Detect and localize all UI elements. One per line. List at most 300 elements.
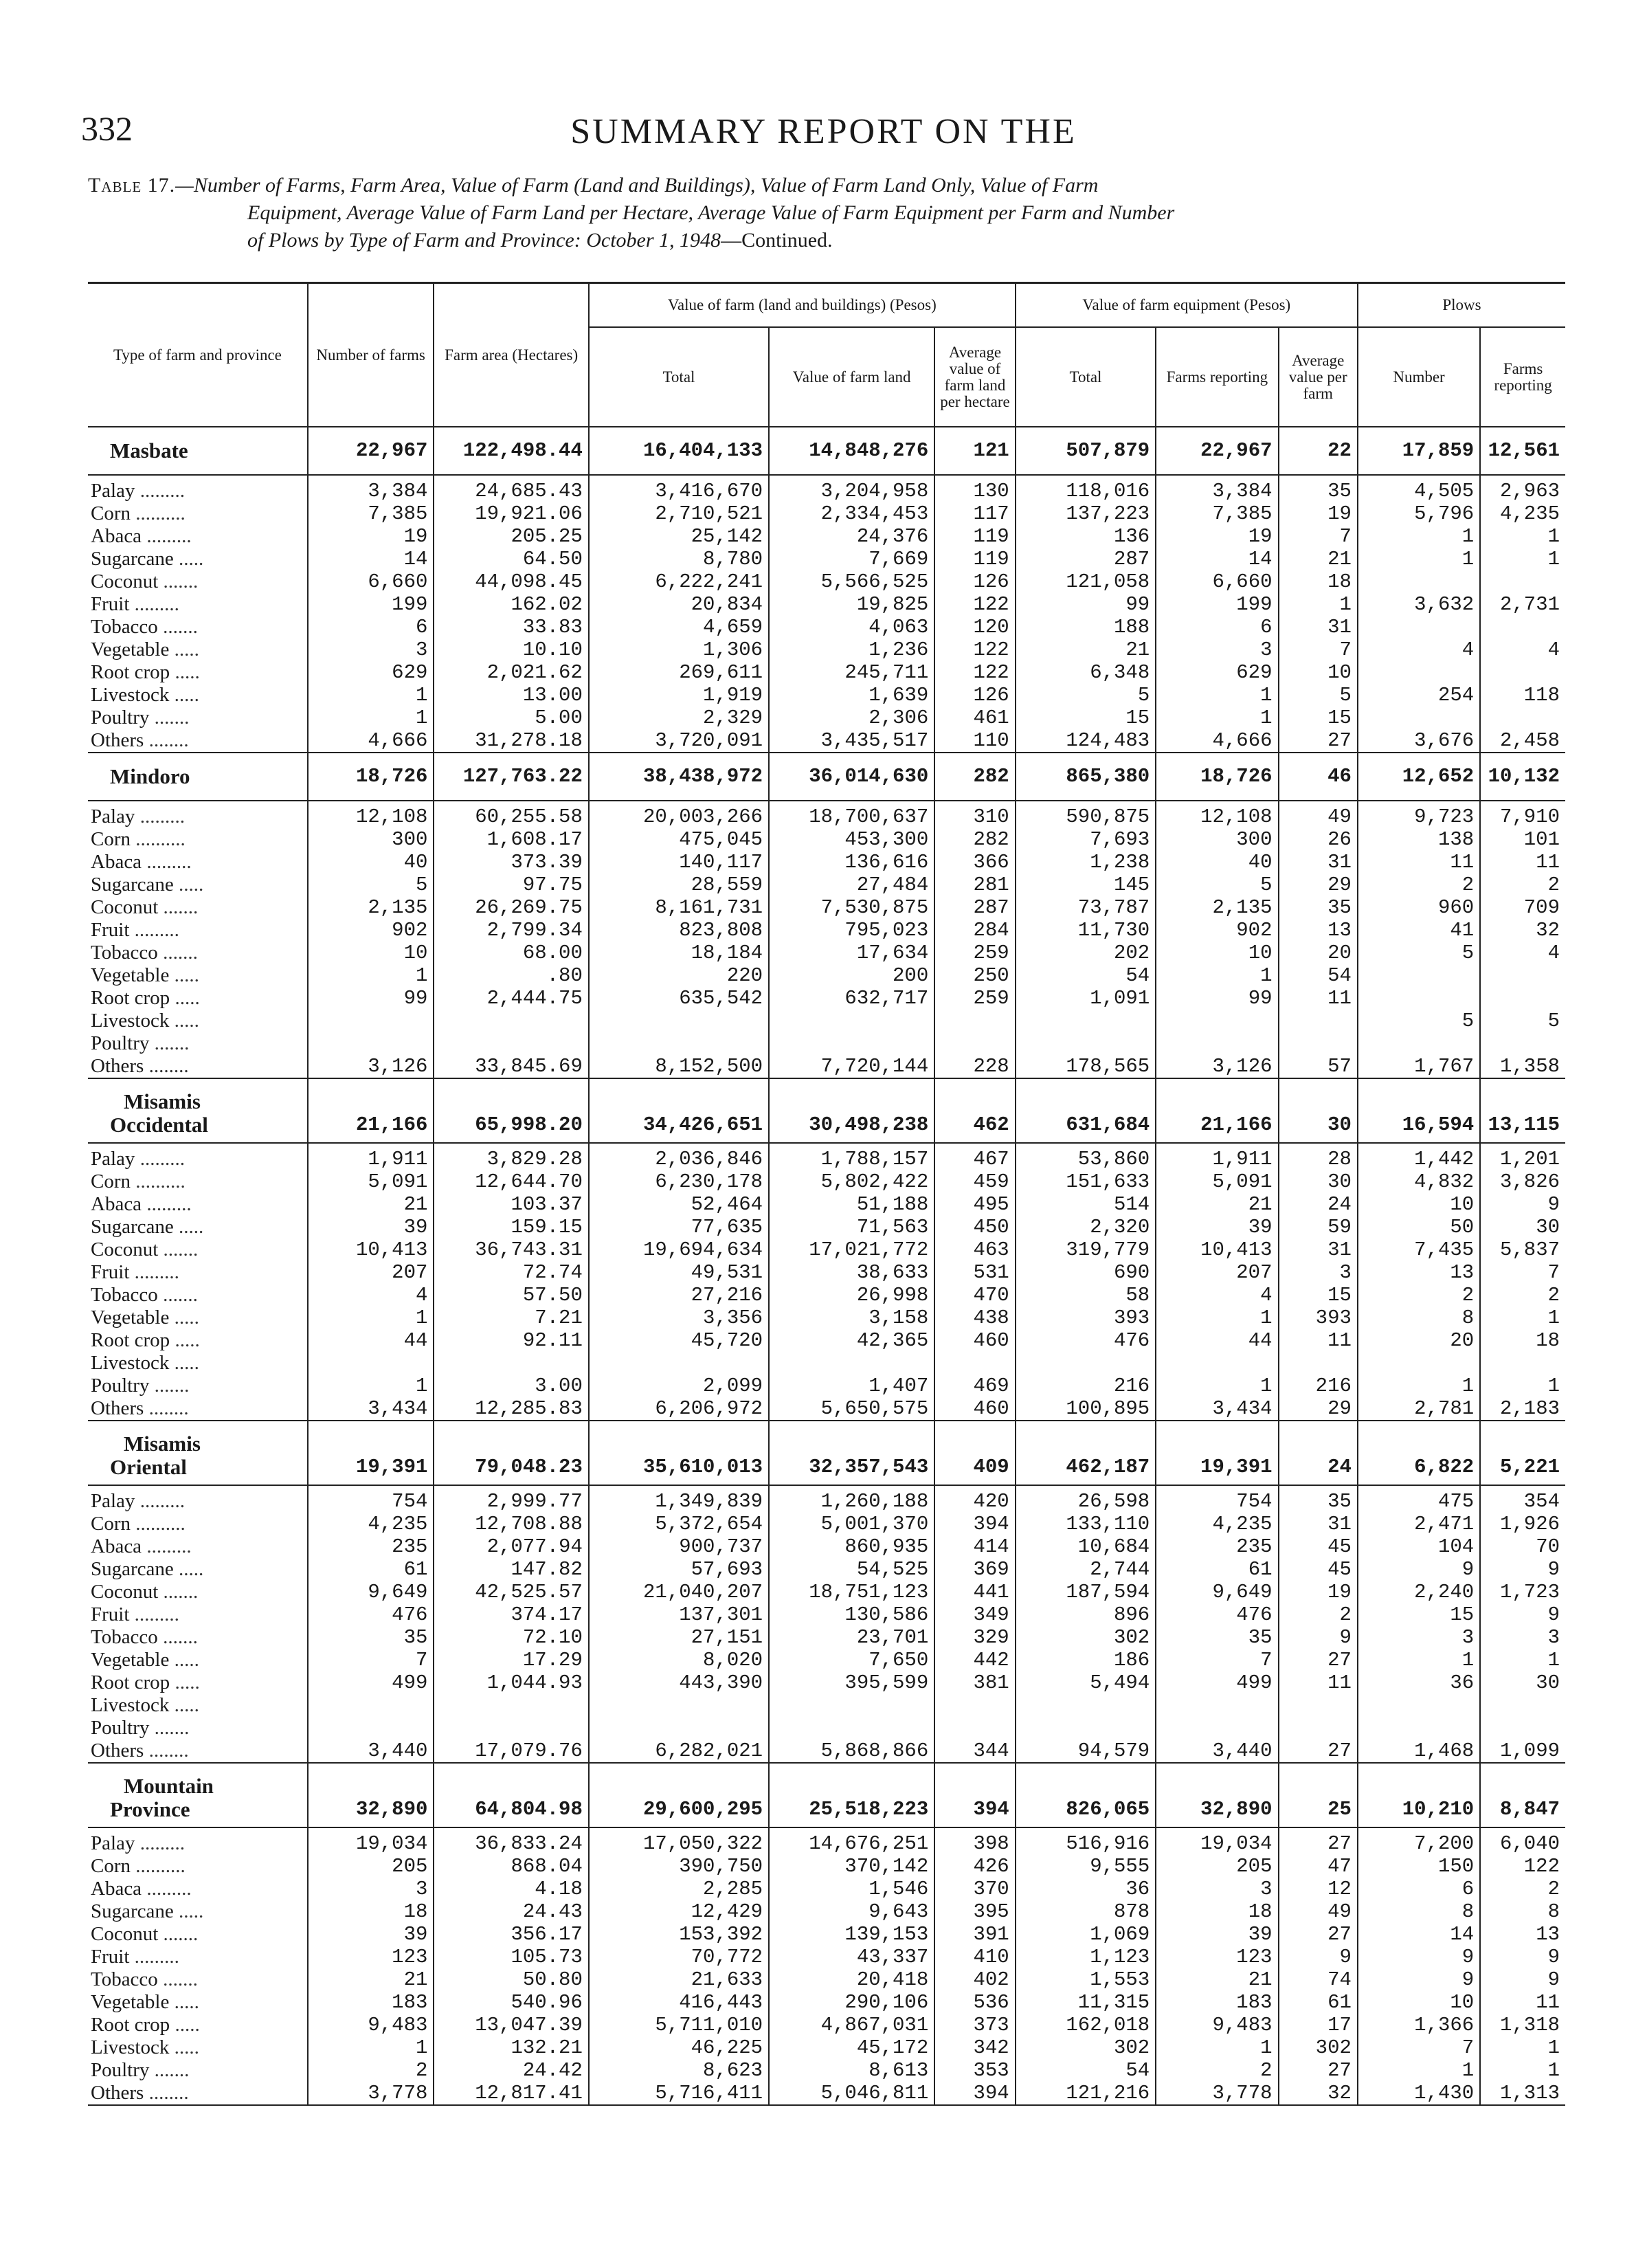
leader-dots: ..... [169, 1352, 199, 1374]
table-cell: 10 [1156, 942, 1278, 964]
table-cell: 49 [1279, 1900, 1358, 1923]
table-cell [1480, 707, 1565, 729]
table-cell: 31 [1279, 1513, 1358, 1535]
farm-type-label: Tobacco [91, 942, 158, 964]
table-cell [1480, 1032, 1565, 1055]
table-cell: 13 [1480, 1923, 1565, 1946]
table-cell: 27,216 [589, 1284, 769, 1307]
table-cell: 1 [1156, 2036, 1278, 2059]
table-cell: 121,216 [1016, 2082, 1156, 2105]
table-cell: 49,531 [589, 1261, 769, 1284]
farm-type-label: Coconut [91, 1581, 159, 1603]
leader-dots: ......... [142, 851, 192, 873]
table-cell: 7,385 [1156, 502, 1278, 525]
table-cell: 1,366 [1358, 2014, 1480, 2036]
leader-dots: ....... [158, 1581, 199, 1603]
table-cell [1358, 616, 1480, 638]
table-cell: 120 [934, 616, 1015, 638]
table-cell: 2,334,453 [769, 502, 934, 525]
table-cell: 24,376 [769, 525, 934, 548]
farm-type [88, 896, 308, 919]
table-cell: 8,780 [589, 548, 769, 570]
farm-type-label: Abaca [91, 525, 142, 547]
farm-type-label: Fruit [91, 1261, 130, 1283]
table-cell: 99 [1016, 593, 1156, 616]
table-cell: 2,471 [1358, 1513, 1480, 1535]
table-cell: 1,430 [1358, 2082, 1480, 2105]
table-cell [934, 1010, 1015, 1032]
farm-type-label: Sugarcane [91, 548, 174, 570]
table-cell: 24.42 [434, 2059, 588, 2082]
table-row [88, 661, 1565, 684]
table-row [88, 874, 1565, 896]
table-cell: 14,676,251 [769, 1827, 934, 1855]
farm-type-label: Fruit [91, 1603, 130, 1625]
farm-type [88, 1671, 308, 1694]
table-cell: 2,710,521 [589, 502, 769, 525]
table-row [88, 1032, 1565, 1055]
table-cell: 73,787 [1016, 896, 1156, 919]
table-cell: 97.75 [434, 874, 588, 896]
farm-type-label: Tobacco [91, 1968, 158, 1990]
table-cell: .80 [434, 964, 588, 987]
table-cell: 2,458 [1480, 729, 1565, 753]
table-cell: 29 [1279, 874, 1358, 896]
leader-dots: ..... [170, 661, 200, 683]
table-cell [769, 1694, 934, 1717]
table-cell: 12,817.41 [434, 2082, 588, 2105]
table-cell: 19 [1279, 1581, 1358, 1603]
table-cell: 9,483 [1156, 2014, 1278, 2036]
table-cell: 1 [308, 1375, 434, 1397]
table-cell: 9 [1358, 1946, 1480, 1968]
farm-type-label: Palay [91, 805, 135, 827]
table-cell: 374.17 [434, 1603, 588, 1626]
table-cell: 366 [934, 851, 1015, 874]
province-total-cell: 18,726 [1156, 753, 1278, 801]
farm-type [88, 1717, 308, 1739]
farm-type [88, 548, 308, 570]
header-average-value-per-farm: Average value per farm [1279, 327, 1358, 427]
table-cell: 1,201 [1480, 1143, 1565, 1170]
table-cell: 122 [934, 638, 1015, 661]
table-cell: 60,255.58 [434, 801, 588, 828]
table-cell: 394 [934, 1513, 1015, 1535]
table-cell: 1 [308, 2036, 434, 2059]
table-cell: 1,349,839 [589, 1485, 769, 1513]
header-total: Total [589, 327, 769, 427]
province-total-cell: 8,847 [1480, 1763, 1565, 1827]
farm-type [88, 1558, 308, 1581]
table-cell: 136 [1016, 525, 1156, 548]
farm-type [88, 1878, 308, 1900]
table-cell: 1 [1480, 1307, 1565, 1329]
table-cell: 4,235 [1480, 502, 1565, 525]
table-cell [1016, 1010, 1156, 1032]
province-name-line: Oriental [110, 1455, 187, 1479]
table-cell: 9,723 [1358, 801, 1480, 828]
table-row [88, 896, 1565, 919]
table-cell: 9 [1480, 1193, 1565, 1216]
table-cell: 1 [1156, 684, 1278, 707]
province-total-cell: 32,890 [1156, 1763, 1278, 1827]
table-cell [1279, 1010, 1358, 1032]
table-cell: 130,586 [769, 1603, 934, 1626]
table-cell: 10 [1358, 1193, 1480, 1216]
table-cell: 1,238 [1016, 851, 1156, 874]
table-cell: 61 [1156, 1558, 1278, 1581]
table-cell: 14 [308, 548, 434, 570]
table-row [88, 1397, 1565, 1421]
table-cell: 24 [1279, 1193, 1358, 1216]
table-cell: 1,044.93 [434, 1671, 588, 1694]
table-cell: 5,796 [1358, 502, 1480, 525]
table-cell: 310 [934, 801, 1015, 828]
farm-type-label: Poultry [91, 1717, 150, 1739]
table-cell: 35 [308, 1626, 434, 1649]
table-row [88, 475, 1565, 502]
province-total-cell: 16,594 [1358, 1078, 1480, 1143]
table-cell: 205 [1156, 1855, 1278, 1878]
leader-dots: ......... [129, 1261, 179, 1283]
table-cell: 2,021.62 [434, 661, 588, 684]
province-name [88, 1421, 308, 1485]
province-name [88, 1763, 308, 1827]
farm-type [88, 1352, 308, 1375]
farm-type [88, 1694, 308, 1717]
table-cell: 51,188 [769, 1193, 934, 1216]
table-cell: 216 [1016, 1375, 1156, 1397]
table-cell: 35 [1279, 1485, 1358, 1513]
table-cell: 709 [1480, 896, 1565, 919]
table-cell: 20,003,266 [589, 801, 769, 828]
farm-type-label: Vegetable [91, 638, 170, 660]
table-cell [769, 1010, 934, 1032]
farm-type [88, 1329, 308, 1352]
leader-dots: ..... [173, 1216, 204, 1238]
table-cell: 4 [1156, 1284, 1278, 1307]
table-cell: 18,184 [589, 942, 769, 964]
province-total-cell: 29,600,295 [589, 1763, 769, 1827]
table-cell: 2 [1156, 2059, 1278, 2082]
table-cell: 19 [1279, 502, 1358, 525]
table-cell: 216 [1279, 1375, 1358, 1397]
table-cell: 4,832 [1358, 1170, 1480, 1193]
table-cell: 8,161,731 [589, 896, 769, 919]
table-cell: 3,416,670 [589, 475, 769, 502]
table-cell: 26 [1279, 828, 1358, 851]
table-row [88, 1827, 1565, 1855]
table-cell: 4 [308, 1284, 434, 1307]
farm-type [88, 1284, 308, 1307]
table-cell: 150 [1358, 1855, 1480, 1878]
leader-dots: ......... [135, 1832, 185, 1854]
table-cell: 11 [1279, 1671, 1358, 1694]
leader-dots: ......... [129, 1603, 179, 1625]
table-row [88, 1284, 1565, 1307]
table-cell: 12,108 [1156, 801, 1278, 828]
province-total-cell: 17,859 [1358, 427, 1480, 475]
leader-dots: ........ [144, 1739, 189, 1761]
farm-type-label: Poultry [91, 1375, 150, 1397]
table-cell: 104 [1358, 1535, 1480, 1558]
leader-dots: ....... [157, 1968, 198, 1990]
farm-type [88, 1375, 308, 1397]
table-cell: 44,098.45 [434, 570, 588, 593]
table-cell: 7,720,144 [769, 1055, 934, 1078]
table-cell: 49 [1279, 801, 1358, 828]
farm-type-label: Coconut [91, 1923, 159, 1945]
table-cell: 441 [934, 1581, 1015, 1603]
table-cell: 442 [934, 1649, 1015, 1671]
table-row [88, 1143, 1565, 1170]
table-cell [434, 1032, 588, 1055]
table-cell: 463 [934, 1238, 1015, 1261]
table-cell: 207 [1156, 1261, 1278, 1284]
table-cell [1358, 964, 1480, 987]
table-cell: 3,676 [1358, 729, 1480, 753]
header-plows-number: Number [1358, 327, 1480, 427]
table-cell: 7.21 [434, 1307, 588, 1329]
table-cell: 3 [1156, 638, 1278, 661]
leader-dots: ....... [158, 570, 199, 592]
table-cell: 12 [1279, 1878, 1358, 1900]
farm-type [88, 1170, 308, 1193]
table-cell [589, 1717, 769, 1739]
table-cell: 8,613 [769, 2059, 934, 2082]
farm-type-label: Palay [91, 1148, 135, 1170]
table-cell: 35 [1279, 896, 1358, 919]
table-cell: 2,731 [1480, 593, 1565, 616]
table-cell: 5,837 [1480, 1238, 1565, 1261]
table-cell: 11 [1480, 1991, 1565, 2014]
province-total-cell: 12,561 [1480, 427, 1565, 475]
table-cell: 207 [308, 1261, 434, 1284]
table-cell: 21 [308, 1968, 434, 1991]
table-cell: 11 [1480, 851, 1565, 874]
table-cell: 9 [1480, 1946, 1565, 1968]
table-cell: 25,142 [589, 525, 769, 548]
table-row [88, 1878, 1565, 1900]
table-cell: 2,306 [769, 707, 934, 729]
province-total-cell: 12,652 [1358, 753, 1480, 801]
table-row [88, 1307, 1565, 1329]
table-row [88, 2059, 1565, 2082]
table-cell [1279, 1694, 1358, 1717]
farm-type-label: Palay [91, 480, 135, 502]
table-row [88, 1581, 1565, 1603]
province-total-row [88, 1763, 1565, 1827]
table-cell: 44 [308, 1329, 434, 1352]
table-row [88, 684, 1565, 707]
province-total-cell: 22,967 [308, 427, 434, 475]
table-cell: 3,384 [1156, 475, 1278, 502]
table-cell [934, 1352, 1015, 1375]
table-cell: 1,099 [1480, 1739, 1565, 1763]
table-cell: 21 [1156, 1968, 1278, 1991]
table-cell: 4,666 [1156, 729, 1278, 753]
leader-dots: ..... [169, 684, 199, 706]
table-cell: 40 [1156, 851, 1278, 874]
farm-type [88, 1238, 308, 1261]
table-cell: 426 [934, 1855, 1015, 1878]
province-name-line: Masbate [110, 438, 188, 463]
table-cell: 11 [1358, 851, 1480, 874]
table-cell: 1 [1480, 525, 1565, 548]
province-total-row [88, 753, 1565, 801]
table-cell: 52,464 [589, 1193, 769, 1216]
table-cell: 15 [1358, 1603, 1480, 1626]
table-cell: 178,565 [1016, 1055, 1156, 1078]
table-cell: 402 [934, 1968, 1015, 1991]
farm-type [88, 1923, 308, 1946]
leader-dots: ......... [135, 1490, 185, 1512]
table-cell: 420 [934, 1485, 1015, 1513]
table-cell: 105.73 [434, 1946, 588, 1968]
table-cell: 35 [1156, 1626, 1278, 1649]
table-cell: 3,126 [308, 1055, 434, 1078]
farm-type-label: Sugarcane [91, 1900, 174, 1922]
table-cell: 42,525.57 [434, 1581, 588, 1603]
province-total-cell: 16,404,133 [589, 427, 769, 475]
table-cell: 302 [1016, 1626, 1156, 1649]
table-cell: 438 [934, 1307, 1015, 1329]
province-total-cell: 121 [934, 427, 1015, 475]
table-cell: 8 [1480, 1900, 1565, 1923]
table-cell: 235 [308, 1535, 434, 1558]
table-row [88, 1193, 1565, 1216]
table-cell: 17,021,772 [769, 1238, 934, 1261]
table-cell: 39 [1156, 1216, 1278, 1238]
table-cell: 5,372,654 [589, 1513, 769, 1535]
table-row [88, 593, 1565, 616]
table-cell [1156, 1694, 1278, 1717]
table-cell: 6,282,021 [589, 1739, 769, 1763]
farm-type-label: Sugarcane [91, 874, 174, 896]
farm-type [88, 661, 308, 684]
farm-type [88, 828, 308, 851]
table-cell: 118 [1480, 684, 1565, 707]
table-cell: 467 [934, 1143, 1015, 1170]
farm-type [88, 2036, 308, 2059]
table-cell: 250 [934, 964, 1015, 987]
table-row [88, 1238, 1565, 1261]
table-row [88, 525, 1565, 548]
province-total-cell: 19,391 [1156, 1421, 1278, 1485]
province-total-cell: 22,967 [1156, 427, 1278, 475]
table-row [88, 1170, 1565, 1193]
table-cell: 2,329 [589, 707, 769, 729]
table-cell: 4 [1358, 638, 1480, 661]
header-equipment-total: Total [1016, 327, 1156, 427]
province-total-cell: 30 [1279, 1078, 1358, 1143]
farm-type [88, 1991, 308, 2014]
table-cell: 19,921.06 [434, 502, 588, 525]
table-cell: 460 [934, 1329, 1015, 1352]
table-cell: 27 [1279, 2059, 1358, 2082]
table-row [88, 828, 1565, 851]
table-cell: 27 [1279, 1827, 1358, 1855]
province-total-cell: 19,391 [308, 1421, 434, 1485]
table-row [88, 1855, 1565, 1878]
farm-type-label: Livestock [91, 2036, 170, 2058]
header-number-of-farms: Number of farms [308, 283, 434, 427]
table-cell: 19,034 [308, 1827, 434, 1855]
table-cell: 202 [1016, 942, 1156, 964]
table-cell: 35 [1279, 475, 1358, 502]
table-cell: 499 [308, 1671, 434, 1694]
farm-type [88, 1827, 308, 1855]
table-cell: 7,435 [1358, 1238, 1480, 1261]
table-cell: 31 [1279, 1238, 1358, 1261]
leader-dots: ....... [149, 1032, 190, 1054]
table-header [88, 283, 1565, 427]
table-cell: 1 [308, 707, 434, 729]
table-cell: 8 [1358, 1307, 1480, 1329]
table-cell: 133,110 [1016, 1513, 1156, 1535]
table-cell: 1,911 [1156, 1143, 1278, 1170]
table-cell: 17 [1279, 2014, 1358, 2036]
running-head: SUMMARY REPORT ON THE [570, 112, 1077, 151]
table-cell: 30 [1279, 1170, 1358, 1193]
leader-dots: ......... [135, 480, 185, 502]
table-cell: 99 [1156, 987, 1278, 1010]
table-cell: 960 [1358, 896, 1480, 919]
province-total-cell: 38,438,972 [589, 753, 769, 801]
header-farms-reporting: Farms reporting [1156, 327, 1278, 427]
table-cell: 39 [308, 1923, 434, 1946]
farm-type-label: Others [91, 1397, 144, 1419]
table-cell: 20 [1358, 1329, 1480, 1352]
table-cell: 1 [308, 684, 434, 707]
table-cell: 476 [308, 1603, 434, 1626]
farm-type-label: Others [91, 2082, 144, 2104]
province-total-cell: 865,380 [1016, 753, 1156, 801]
table-cell: 57 [1279, 1055, 1358, 1078]
table-cell: 19,034 [1156, 1827, 1278, 1855]
table-cell: 38,633 [769, 1261, 934, 1284]
farm-type [88, 964, 308, 987]
table-cell: 354 [1480, 1485, 1565, 1513]
table-cell: 319,779 [1016, 1238, 1156, 1261]
table-cell: 2 [1358, 1284, 1480, 1307]
table-cell [308, 1352, 434, 1375]
table-row [88, 1329, 1565, 1352]
table-cell: 443,390 [589, 1671, 769, 1694]
leader-dots: ......... [135, 805, 185, 827]
table-cell: 2 [1480, 1284, 1565, 1307]
table-cell: 31 [1279, 851, 1358, 874]
table-cell: 2,285 [589, 1878, 769, 1900]
table-cell: 18 [308, 1900, 434, 1923]
table-cell: 27 [1279, 1649, 1358, 1671]
farm-type-label: Corn [91, 828, 131, 850]
farm-type [88, 707, 308, 729]
table-cell: 373 [934, 2014, 1015, 2036]
table-cell: 36 [1016, 1878, 1156, 1900]
table-cell: 14 [1358, 1923, 1480, 1946]
table-cell: 3.00 [434, 1375, 588, 1397]
table-cell: 42,365 [769, 1329, 934, 1352]
leader-dots: ..... [169, 964, 199, 986]
table-cell: 57,693 [589, 1558, 769, 1581]
table-cell: 6 [1358, 1878, 1480, 1900]
province-total-cell: 10,132 [1480, 753, 1565, 801]
table-cell: 59 [1279, 1216, 1358, 1238]
table-cell: 9 [1358, 1968, 1480, 1991]
table-cell: 8 [1358, 1900, 1480, 1923]
table-cell [1016, 1694, 1156, 1717]
